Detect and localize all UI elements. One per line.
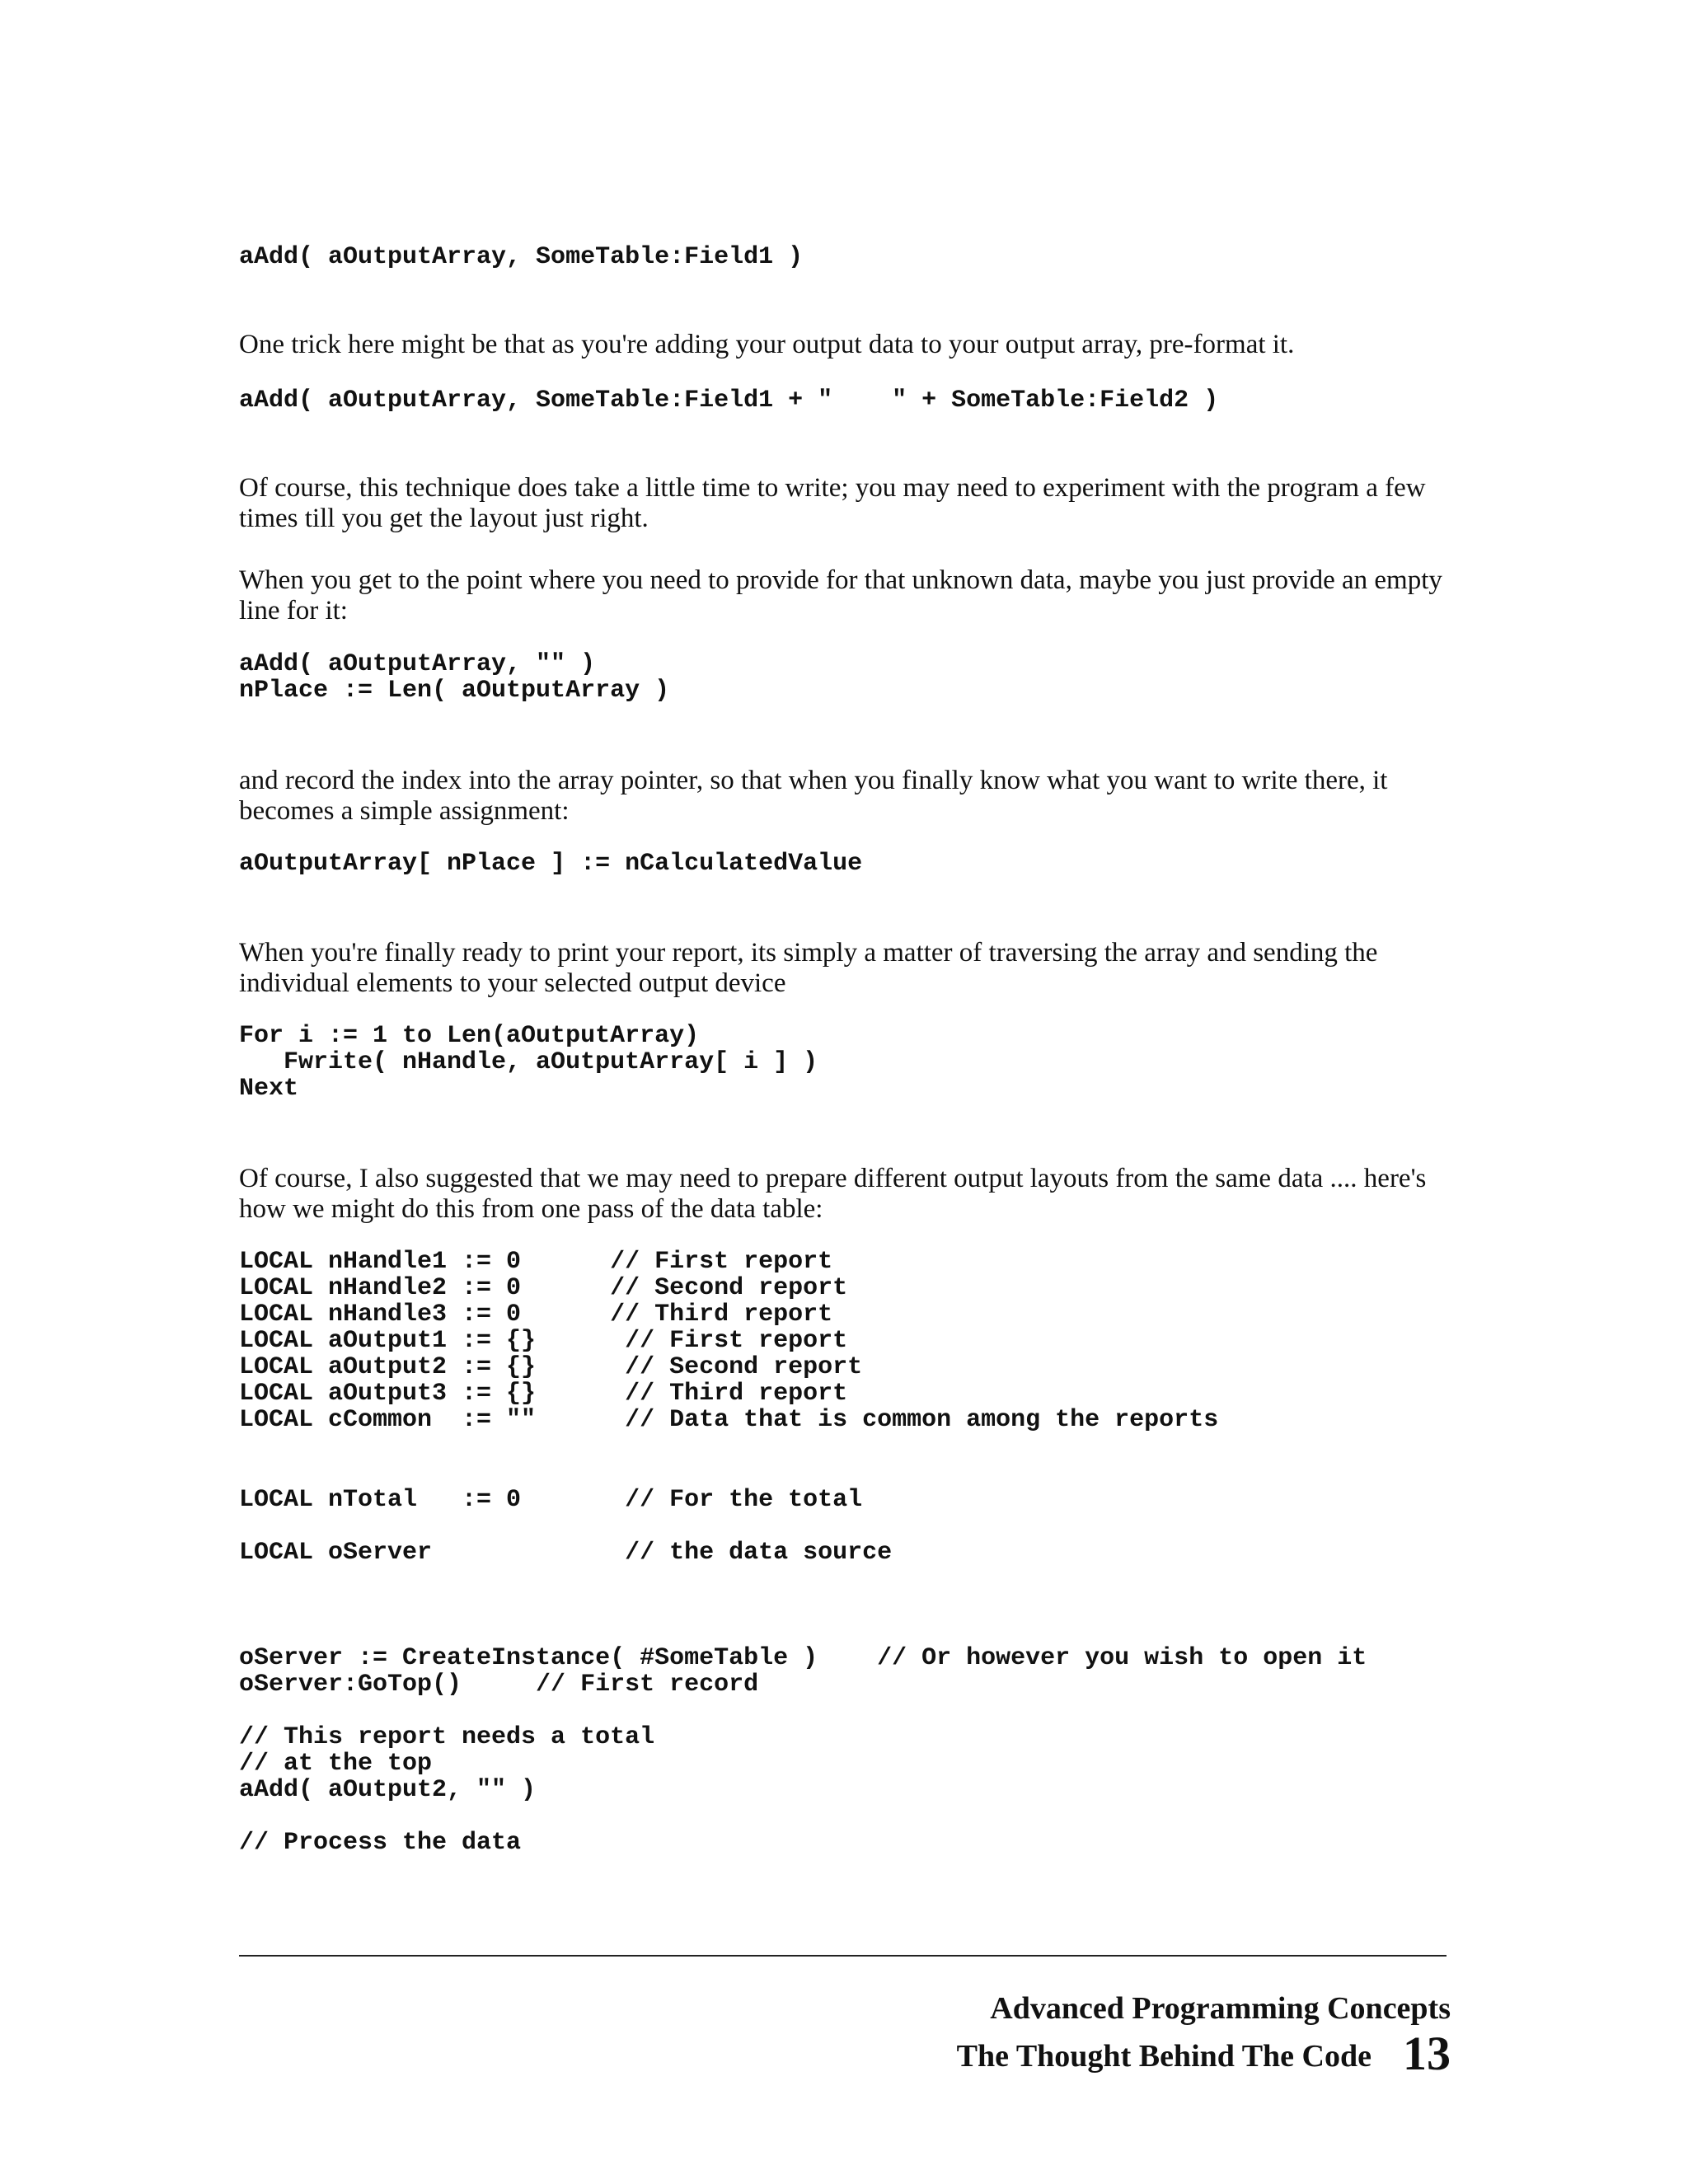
code-aadd-field1: aAdd( aOutputArray, SomeTable:Field1 ) (239, 243, 804, 271)
code-process-data-comment: // Process the data (239, 1829, 522, 1857)
code-total-at-top: // This report needs a total // at the top aAdd( aOutput2, "" ) (239, 1723, 655, 1804)
code-empty-line-nplace: aAdd( aOutputArray, "" ) nPlace := Len( aOutputArray ) (239, 650, 670, 705)
paragraph-preformat-trick: One trick here might be that as you're adding your output data to your output array, pre-format it. (239, 330, 1295, 359)
code-local-oserver: LOCAL oServer // the data source (239, 1539, 893, 1567)
footer-chapter-line (957, 2029, 1451, 2081)
footer-chapter-title: The Thought Behind The Code (956, 2039, 1372, 2074)
footer-divider (239, 1955, 1447, 1957)
code-for-loop: For i := 1 to Len(aOutputArray) Fwrite( nHandle, aOutputArray[ i ] ) Next (239, 1022, 818, 1103)
code-local-declarations: LOCAL nHandle1 := 0 // First report LOCAL nHandle2 := 0 // Second report LOCAL nHandle3 := 0 // Third report LOCAL aOutput1 := {} // First report LOCAL aOutput2 := {} // Second report LOCAL aOutput3 := {} // Third report LOCAL cCommon := "" // Data that is common among the reports (239, 1248, 1219, 1434)
paragraph-technique-time: Of course, this technique does take a little time to write; you may need to experiment with the program a few times till you get the layout just right. (239, 473, 1426, 533)
code-create-instance: oServer := CreateInstance( #SomeTable ) // Or however you wish to open it oServer:GoTop() // First record (239, 1644, 1367, 1699)
paragraph-different-layouts: Of course, I also suggested that we may need to prepare different output layouts from the same data .... here's how we might do this from one pass of the data table: (239, 1164, 1427, 1224)
footer-book-title: Advanced Programming Concepts (990, 1991, 1451, 2026)
code-assignment: aOutputArray[ nPlace ] := nCalculatedValue (239, 850, 863, 878)
paragraph-unknown-data: When you get to the point where you need to provide for that unknown data, maybe you just provide an empty line for it: (239, 565, 1442, 626)
paragraph-record-index: and record the index into the array pointer, so that when you finally know what you want to write there, it becomes a simple assignment: (239, 766, 1388, 826)
paragraph-print-report: When you're finally ready to print your report, its simply a matter of traversing the array and sending the individual elements to your selected output device (239, 938, 1378, 998)
code-local-ntotal: LOCAL nTotal := 0 // For the total (239, 1486, 863, 1514)
page-number: 13 (1403, 2027, 1451, 2080)
code-aadd-field1-field2: aAdd( aOutputArray, SomeTable:Field1 + " " + SomeTable:Field2 ) (239, 387, 1219, 415)
